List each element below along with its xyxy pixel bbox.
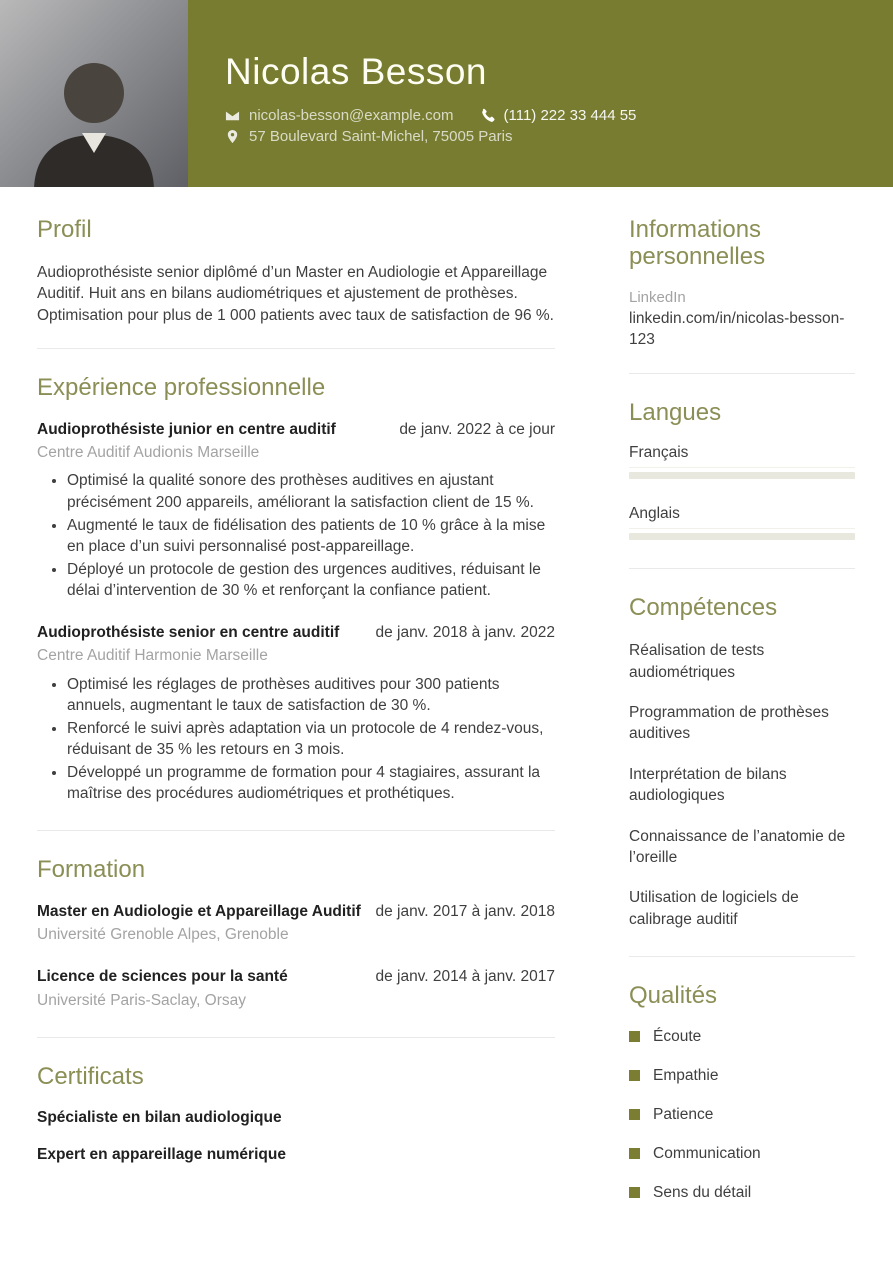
job-role: Audioprothésiste junior en centre auditif	[37, 420, 336, 438]
skill-item: Réalisation de tests audiométriques	[629, 642, 765, 681]
job-entry	[37, 623, 555, 804]
certificat-item: Expert en appareillage numérique	[37, 1145, 286, 1163]
formation-school: Université Paris-Saclay, Orsay	[37, 991, 247, 1009]
resume-header	[0, 0, 893, 187]
langues-title: Langues	[629, 398, 722, 426]
quality-item	[629, 1028, 855, 1046]
email-item	[225, 107, 454, 124]
left-column	[37, 217, 555, 1224]
formation-degree: Licence de sciences pour la santé	[37, 968, 288, 986]
job-dates: de janv. 2022 à ce jour	[399, 420, 555, 438]
job-bullet: • Augmenté le taux de fidélisation des patients de 10 % grâce à la mise en place d’un suivi personnalisé post-appareillage.	[67, 515, 555, 557]
job-bullet: • Optimisé la qualité sonore des prothèses auditives en ajustant précisément 200 appareils, améliorant la satisfaction client de 15 %.	[67, 470, 555, 512]
job-bullets	[37, 470, 555, 600]
experience-title: Expérience professionnelle	[37, 374, 326, 401]
quality-label: Empathie	[653, 1066, 719, 1084]
phone-text: (111) 222 33 444 55	[503, 106, 637, 124]
phone-item	[480, 107, 637, 124]
language-level-bar	[629, 472, 855, 479]
job-bullet: • Déployé un protocole de gestion des urgences auditives, réduisant le délai d’intervention de 30 % et renforçant la confiance patient.	[67, 559, 555, 601]
formation-title: Formation	[37, 856, 146, 883]
section-qualites	[629, 983, 855, 1224]
job-bullet: • Optimisé les réglages de prothèses auditives pour 300 patients annuels, augmentant le taux de satisfaction de 30 %.	[67, 674, 555, 716]
contact-row-2	[225, 128, 636, 145]
phone-icon	[480, 108, 495, 123]
section-infos-personnelles	[629, 217, 855, 374]
section-certificats	[37, 1064, 555, 1205]
candidate-name: Nicolas Besson	[225, 51, 488, 92]
language-item	[629, 505, 855, 540]
language-item	[629, 444, 855, 479]
linkedin-value: linkedin.com/in/nicolas-besson-123	[629, 309, 845, 348]
quality-label: Communication	[653, 1144, 761, 1162]
skill-item: Utilisation de logiciels de calibrage auditif	[629, 889, 799, 928]
language-level-bar	[629, 533, 855, 540]
section-competences	[629, 595, 855, 957]
section-formation	[37, 857, 555, 1038]
linkedin-label: LinkedIn	[629, 288, 686, 306]
formation-school: Université Grenoble Alpes, Grenoble	[37, 926, 289, 944]
email-text: nicolas-besson@example.com	[249, 106, 454, 124]
right-column	[629, 217, 855, 1224]
quality-item	[629, 1067, 855, 1085]
quality-label: Sens du détail	[653, 1183, 752, 1201]
section-experience	[37, 375, 555, 831]
job-head	[37, 420, 555, 440]
header-body	[188, 0, 636, 187]
main-content	[0, 187, 893, 1224]
job-bullet: • Renforcé le suivi après adaptation via un protocole de 4 rendez-vous, réduisant de 35 % les retours en 3 mois.	[67, 718, 555, 760]
formation-head	[37, 902, 555, 922]
contact-row-1	[225, 107, 636, 124]
square-bullet-icon	[629, 1031, 640, 1042]
map-pin-icon	[225, 129, 240, 144]
certificat-item: Spécialiste en bilan audiologique	[37, 1108, 282, 1126]
language-name: Français	[629, 444, 855, 468]
quality-item	[629, 1106, 855, 1124]
envelope-icon	[225, 108, 240, 123]
skill-item: Interprétation de bilans audiologiques	[629, 765, 787, 805]
formation-dates: de janv. 2017 à janv. 2018	[375, 902, 555, 920]
profile-photo	[0, 0, 188, 187]
person-silhouette-icon	[19, 41, 169, 187]
skill-item: Programmation de prothèses auditives	[629, 704, 829, 743]
competences-title: Compétences	[629, 594, 778, 622]
formation-entry	[37, 902, 555, 946]
formation-entry	[37, 967, 555, 1011]
formation-head	[37, 967, 555, 987]
formation-dates: de janv. 2014 à janv. 2017	[375, 968, 555, 986]
language-name: Anglais	[629, 505, 855, 529]
formation-degree: Master en Audiologie et Appareillage Auditif	[37, 902, 361, 920]
square-bullet-icon	[629, 1109, 640, 1120]
quality-item	[629, 1145, 855, 1163]
address-item	[225, 128, 512, 145]
job-bullets	[37, 674, 555, 804]
job-role: Audioprothésiste senior en centre auditif	[37, 623, 340, 641]
section-profil	[37, 217, 555, 349]
job-company: Centre Auditif Harmonie Marseille	[37, 647, 268, 665]
quality-label: Écoute	[653, 1027, 702, 1045]
quality-label: Patience	[653, 1105, 714, 1123]
contact-block	[225, 107, 636, 145]
certificats-title: Certificats	[37, 1063, 144, 1091]
quality-item	[629, 1184, 855, 1202]
section-langues	[629, 400, 855, 570]
job-bullet: • Développé un programme de formation pour 4 stagiaires, assurant la maîtrise des procédures audiométriques et prothétiques.	[67, 762, 555, 804]
square-bullet-icon	[629, 1148, 640, 1159]
infos-title: Informations personnelles	[629, 216, 766, 270]
qualites-title: Qualités	[629, 982, 718, 1010]
job-dates: de janv. 2018 à janv. 2022	[375, 623, 555, 641]
job-entry	[37, 420, 555, 601]
address-text: 57 Boulevard Saint-Michel, 75005 Paris	[249, 127, 513, 145]
skill-item: Connaissance de l’anatomie de l’oreille	[629, 827, 846, 866]
job-head	[37, 623, 555, 643]
profil-title: Profil	[37, 216, 92, 243]
square-bullet-icon	[629, 1187, 640, 1198]
profil-text: Audioprothésiste senior diplômé d’un Master en Audiologie et Appareillage Auditif. Huit ans en bilans audiométriques et ajustement de prothèses. Optimisation pour plus de 1 000 patients avec taux de satisfaction de 96 %.	[37, 263, 554, 324]
job-company: Centre Auditif Audionis Marseille	[37, 444, 260, 462]
square-bullet-icon	[629, 1070, 640, 1081]
